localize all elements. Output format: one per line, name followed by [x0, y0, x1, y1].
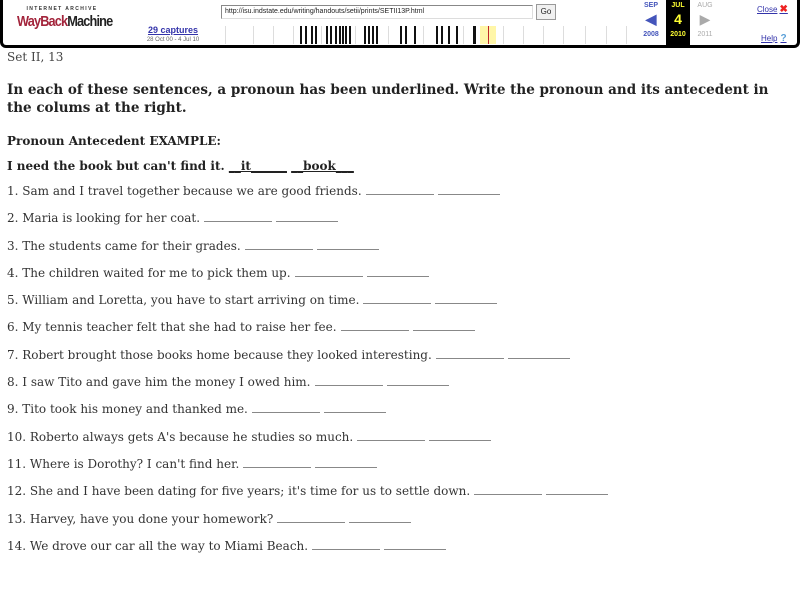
exercise-item: 9. Tito took his money and thanked me.	[7, 402, 792, 429]
exercise-item: 14. We drove our car all the way to Miami Beach.	[7, 539, 792, 566]
go-button[interactable]: Go	[536, 4, 556, 20]
antecedent-blank	[324, 402, 386, 413]
prev-year: 2008	[643, 31, 659, 38]
set-label: Set II, 13	[7, 50, 64, 64]
exercise-item: 2. Maria is looking for her coat.	[7, 211, 792, 238]
current-year: 2010	[670, 31, 686, 38]
close-icon[interactable]: ✖	[779, 4, 788, 15]
prev-month: SEP	[643, 2, 658, 9]
worksheet	[7, 50, 792, 566]
example-sentence: I need the book but can't find it. __it______ __book___	[7, 159, 354, 173]
logo-internet-archive-text: INTERNET ARCHIVE	[26, 6, 98, 12]
antecedent-blank	[315, 457, 377, 468]
logo-wayback-machine-text: WayBackMachine	[17, 13, 113, 30]
exercise-item: 4. The children waited for me to pick them up.	[7, 266, 792, 293]
pronoun-blank	[436, 348, 504, 359]
pronoun-blank	[245, 239, 313, 250]
exercise-item: 7. Robert brought those books home because they looked interesting.	[7, 348, 792, 375]
next-arrow-icon[interactable]: ▶	[699, 11, 711, 27]
pronoun-blank	[366, 184, 434, 195]
capture-timeline[interactable]	[213, 24, 638, 45]
antecedent-blank	[546, 484, 608, 495]
prev-arrow-icon[interactable]: ◀	[645, 11, 657, 27]
antecedent-blank	[508, 348, 570, 359]
instructions: In each of these sentences, a pronoun has been underlined. Write the pronoun and its antecedent in the colums at the right.	[7, 82, 769, 116]
pronoun-blank	[277, 512, 345, 523]
antecedent-blank	[317, 239, 379, 250]
exercise-item: 11. Where is Dorothy? I can't find her.	[7, 457, 792, 484]
pronoun-blank	[363, 293, 431, 304]
antecedent-blank	[413, 320, 475, 331]
antecedent-blank	[429, 430, 491, 441]
next-month: AUG	[697, 2, 713, 9]
antecedent-blank	[387, 375, 449, 386]
pronoun-blank	[295, 266, 363, 277]
exercise-item: 13. Harvey, have you done your homework?	[7, 512, 792, 539]
current-capture	[666, 0, 690, 45]
pronoun-blank	[341, 320, 409, 331]
next-year: 2011	[697, 31, 713, 38]
exercise-item: 6. My tennis teacher felt that she had to raise her fee.	[7, 320, 792, 347]
captures-info	[133, 25, 213, 43]
close-link[interactable]: Close ✖	[757, 4, 788, 15]
date-navigator	[639, 0, 719, 45]
exercise-item: 3. The students came for their grades.	[7, 239, 792, 266]
next-capture[interactable]	[693, 0, 717, 45]
exercise-list	[7, 184, 792, 566]
antecedent-blank	[438, 184, 500, 195]
example-heading: Pronoun Antecedent EXAMPLE:	[7, 134, 221, 148]
antecedent-blank	[384, 539, 446, 550]
example-antecedent: __book___	[291, 159, 354, 173]
exercise-item: 10. Roberto always gets A's because he studies so much.	[7, 430, 792, 457]
pronoun-blank	[315, 375, 383, 386]
captures-link[interactable]: 29 captures	[147, 25, 199, 35]
current-day: 4	[674, 11, 682, 27]
wayback-toolbar	[0, 0, 800, 48]
exercise-item: 1. Sam and I travel together because we are good friends.	[7, 184, 792, 211]
captures-range: 28 Oct 00 - 4 Jul 10	[146, 37, 200, 43]
exercise-item: 8. I saw Tito and gave him the money I owed him.	[7, 375, 792, 402]
antecedent-blank	[349, 512, 411, 523]
pronoun-blank	[474, 484, 542, 495]
exercise-item: 12. She and I have been dating for five years; it's time for us to settle down.	[7, 484, 792, 511]
url-input[interactable]: http://isu.indstate.edu/writing/handouts/setii/prints/SETII13P.html	[221, 5, 533, 19]
pronoun-blank	[312, 539, 380, 550]
antecedent-blank	[435, 293, 497, 304]
pronoun-blank	[252, 402, 320, 413]
pronoun-blank	[204, 211, 272, 222]
antecedent-blank	[367, 266, 429, 277]
prev-capture[interactable]	[639, 0, 663, 45]
wayback-logo[interactable]	[17, 6, 113, 38]
help-link[interactable]: Help ?	[761, 33, 787, 44]
help-icon[interactable]: ?	[780, 33, 787, 44]
antecedent-blank	[276, 211, 338, 222]
pronoun-blank	[243, 457, 311, 468]
exercise-item: 5. William and Loretta, you have to start arriving on time.	[7, 293, 792, 320]
current-month: JUL	[671, 2, 685, 9]
pronoun-blank	[357, 430, 425, 441]
example-pronoun: __it______	[228, 159, 287, 173]
